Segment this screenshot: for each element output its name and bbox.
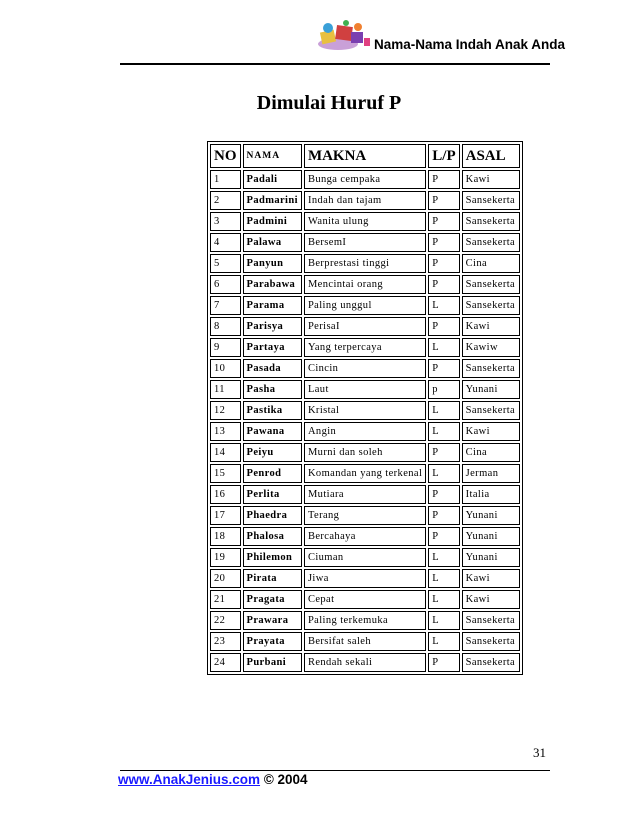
cell-no: 7 (210, 296, 241, 315)
page-title: Dimulai Huruf P (256, 92, 402, 114)
cell-asal: Kawiw (462, 338, 520, 357)
table-row (210, 611, 520, 630)
cell-lp: P (428, 317, 459, 336)
table-row (210, 296, 520, 315)
cell-asal: Sansekerta (462, 296, 520, 315)
cell-makna: Bunga cempaka (304, 170, 426, 189)
footer-website-link[interactable]: www.AnakJenius.com (118, 772, 261, 787)
cell-makna: Cepat (304, 590, 426, 609)
cell-asal: Kawi (462, 170, 520, 189)
cell-no: 15 (210, 464, 241, 483)
cell-asal: Yunani (462, 380, 520, 399)
cell-no: 2 (210, 191, 241, 210)
table-row (210, 548, 520, 567)
cell-lp: P (428, 527, 459, 546)
cell-asal: Jerman (462, 464, 520, 483)
cell-makna: Kristal (304, 401, 426, 420)
table-row (210, 422, 520, 441)
table-row (210, 338, 520, 357)
cell-makna: Angin (304, 422, 426, 441)
cell-asal: Sansekerta (462, 212, 520, 231)
cell-makna: Mencintai orang (304, 275, 426, 294)
cell-asal: Cina (462, 443, 520, 462)
cell-no: 19 (210, 548, 241, 567)
cell-nama: Penrod (243, 464, 302, 483)
cell-asal: Sansekerta (462, 632, 520, 651)
cell-asal: Yunani (462, 527, 520, 546)
table-row (210, 527, 520, 546)
cell-nama: Pawana (243, 422, 302, 441)
cell-makna: Terang (304, 506, 426, 525)
cell-no: 5 (210, 254, 241, 273)
header-lp: L/P (428, 144, 459, 168)
cell-nama: Phalosa (243, 527, 302, 546)
cell-asal: Sansekerta (462, 359, 520, 378)
cell-makna: Bersifat saleh (304, 632, 426, 651)
cell-no: 23 (210, 632, 241, 651)
cell-asal: Sansekerta (462, 611, 520, 630)
cell-lp: P (428, 191, 459, 210)
cell-asal: Sansekerta (462, 233, 520, 252)
table-row (210, 233, 520, 252)
cell-nama: Pirata (243, 569, 302, 588)
page-number: 31 (533, 745, 546, 760)
header-nama: NAMA (243, 144, 302, 168)
cell-no: 9 (210, 338, 241, 357)
cell-nama: Peiyu (243, 443, 302, 462)
cell-makna: PerisaI (304, 317, 426, 336)
cell-makna: Paling terkemuka (304, 611, 426, 630)
cell-lp: L (428, 569, 459, 588)
cell-no: 3 (210, 212, 241, 231)
table-row (210, 590, 520, 609)
table-row (210, 254, 520, 273)
cell-no: 10 (210, 359, 241, 378)
table-row (210, 632, 520, 651)
cell-nama: Partaya (243, 338, 302, 357)
cell-lp: P (428, 506, 459, 525)
cell-makna: Jiwa (304, 569, 426, 588)
table-header-row (210, 144, 520, 168)
cell-no: 22 (210, 611, 241, 630)
table-row (210, 485, 520, 504)
cell-makna: Laut (304, 380, 426, 399)
cell-lp: L (428, 590, 459, 609)
table-row (210, 401, 520, 420)
cell-no: 17 (210, 506, 241, 525)
cell-no: 12 (210, 401, 241, 420)
header-makna: MAKNA (304, 144, 426, 168)
header-divider (120, 63, 550, 65)
cell-asal: Kawi (462, 317, 520, 336)
cell-makna: Mutiara (304, 485, 426, 504)
cell-nama: Phaedra (243, 506, 302, 525)
cell-lp: P (428, 254, 459, 273)
cell-makna: Indah dan tajam (304, 191, 426, 210)
cell-makna: Wanita ulung (304, 212, 426, 231)
cell-lp: P (428, 212, 459, 231)
table-row (210, 464, 520, 483)
footer-copyright: © 2004 (263, 772, 308, 787)
footer (118, 772, 308, 787)
cell-lp: P (428, 233, 459, 252)
cell-no: 14 (210, 443, 241, 462)
cell-no: 13 (210, 422, 241, 441)
cell-makna: Paling unggul (304, 296, 426, 315)
table-row (210, 317, 520, 336)
cell-nama: Pragata (243, 590, 302, 609)
cell-nama: Pastika (243, 401, 302, 420)
cell-lp: L (428, 401, 459, 420)
cell-lp: P (428, 359, 459, 378)
cell-asal: Kawi (462, 590, 520, 609)
cell-lp: p (428, 380, 459, 399)
cell-no: 24 (210, 653, 241, 672)
table-row (210, 275, 520, 294)
table-row (210, 170, 520, 189)
cell-asal: Italia (462, 485, 520, 504)
cell-makna: Yang terpercaya (304, 338, 426, 357)
cell-nama: Purbani (243, 653, 302, 672)
cell-asal: Sansekerta (462, 191, 520, 210)
cell-no: 8 (210, 317, 241, 336)
cell-lp: L (428, 548, 459, 567)
header-no: NO (210, 144, 241, 168)
cell-makna: Berprestasi tinggi (304, 254, 426, 273)
cell-lp: P (428, 275, 459, 294)
cell-no: 20 (210, 569, 241, 588)
table-row (210, 443, 520, 462)
cell-asal: Sansekerta (462, 401, 520, 420)
cell-no: 6 (210, 275, 241, 294)
cell-nama: Panyun (243, 254, 302, 273)
cell-asal: Yunani (462, 506, 520, 525)
cell-lp: L (428, 632, 459, 651)
cell-makna: Cincin (304, 359, 426, 378)
cell-makna: Komandan yang terkenal (304, 464, 426, 483)
footer-divider (120, 770, 550, 771)
cell-nama: Pasada (243, 359, 302, 378)
cell-makna: Bercahaya (304, 527, 426, 546)
cell-lp: L (428, 422, 459, 441)
cell-nama: Pasha (243, 380, 302, 399)
cell-asal: Cina (462, 254, 520, 273)
cell-no: 4 (210, 233, 241, 252)
cell-asal: Sansekerta (462, 275, 520, 294)
names-table (207, 141, 523, 675)
table-row (210, 191, 520, 210)
header-asal: ASAL (462, 144, 520, 168)
cell-lp: L (428, 464, 459, 483)
cell-nama: Parabawa (243, 275, 302, 294)
cell-no: 11 (210, 380, 241, 399)
cell-lp: P (428, 485, 459, 504)
table-row (210, 569, 520, 588)
table-body (210, 170, 520, 672)
cell-asal: Kawi (462, 569, 520, 588)
header-title: Nama-Nama Indah Anak Anda (374, 37, 566, 52)
cell-lp: L (428, 296, 459, 315)
cell-no: 21 (210, 590, 241, 609)
cell-no: 16 (210, 485, 241, 504)
cell-no: 1 (210, 170, 241, 189)
cell-nama: Padmini (243, 212, 302, 231)
table-row (210, 212, 520, 231)
table-row (210, 653, 520, 672)
cell-no: 18 (210, 527, 241, 546)
cell-asal: Kawi (462, 422, 520, 441)
cell-lp: P (428, 170, 459, 189)
cell-lp: L (428, 338, 459, 357)
cell-nama: Philemon (243, 548, 302, 567)
cell-nama: Prawara (243, 611, 302, 630)
cell-lp: L (428, 611, 459, 630)
cell-nama: Parisya (243, 317, 302, 336)
cell-makna: Ciuman (304, 548, 426, 567)
logo-image (316, 18, 372, 52)
cell-nama: Palawa (243, 233, 302, 252)
cell-nama: Prayata (243, 632, 302, 651)
cell-lp: P (428, 443, 459, 462)
table-row (210, 380, 520, 399)
cell-lp: P (428, 653, 459, 672)
cell-nama: Padmarini (243, 191, 302, 210)
cell-asal: Yunani (462, 548, 520, 567)
cell-makna: Murni dan soleh (304, 443, 426, 462)
cell-nama: Perlita (243, 485, 302, 504)
cell-asal: Sansekerta (462, 653, 520, 672)
cell-makna: Rendah sekali (304, 653, 426, 672)
table-row (210, 506, 520, 525)
cell-nama: Parama (243, 296, 302, 315)
cell-makna: BersemI (304, 233, 426, 252)
table-row (210, 359, 520, 378)
cell-nama: Padali (243, 170, 302, 189)
